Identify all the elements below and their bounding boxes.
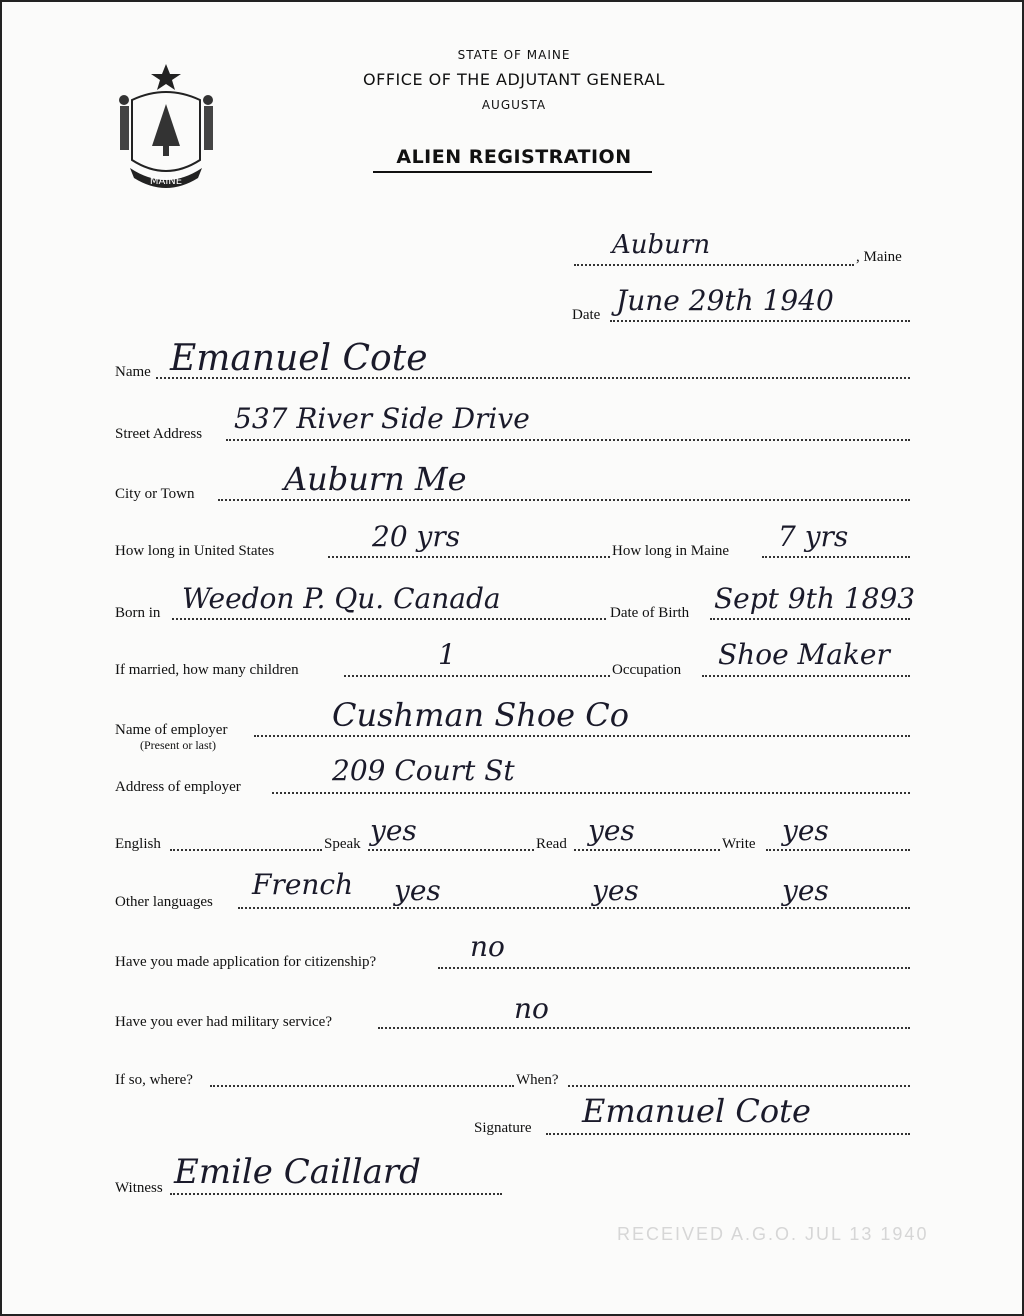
employer-line xyxy=(254,735,910,737)
citizenship-label: Have you made application for citizenship? xyxy=(115,954,377,970)
employer-addr-label: Address of employer xyxy=(115,779,241,795)
title-underline xyxy=(373,171,652,173)
write-label: Write xyxy=(722,836,756,852)
read-label: Read xyxy=(536,836,567,852)
town-value[interactable]: Auburn xyxy=(612,230,711,260)
city-value[interactable]: Auburn Me xyxy=(284,460,467,498)
employer-addr-value[interactable]: 209 Court St xyxy=(332,754,515,787)
received-stamp: RECEIVED A.G.O. JUL 13 1940 xyxy=(617,1224,929,1244)
children-value[interactable]: 1 xyxy=(438,638,456,671)
town-line xyxy=(574,264,854,266)
occupation-value[interactable]: Shoe Maker xyxy=(718,638,890,671)
occupation-label: Occupation xyxy=(612,662,682,678)
date-value[interactable]: June 29th 1940 xyxy=(616,284,834,317)
other-read-value[interactable]: yes xyxy=(592,874,639,907)
military-line xyxy=(378,1027,910,1029)
military-label: Have you ever had military service? xyxy=(115,1014,332,1030)
read-line xyxy=(574,849,720,851)
where-label: If so, where? xyxy=(115,1072,193,1088)
employer-value[interactable]: Cushman Shoe Co xyxy=(332,696,629,734)
other-speak-value[interactable]: yes xyxy=(394,874,441,907)
born-in-value[interactable]: Weedon P. Qu. Canada xyxy=(182,582,501,615)
when-label: When? xyxy=(516,1072,559,1088)
children-line xyxy=(344,675,610,677)
other-lang-label: Other languages xyxy=(115,894,213,910)
how-long-us-label: How long in United States xyxy=(115,543,275,559)
employer-note: (Present or last) xyxy=(140,738,216,752)
speak-value[interactable]: yes xyxy=(370,814,417,847)
english-label: English xyxy=(115,836,161,852)
other-write-value[interactable]: yes xyxy=(782,874,829,907)
when-line xyxy=(568,1085,910,1087)
how-long-maine-value[interactable]: 7 yrs xyxy=(778,520,849,553)
speak-line xyxy=(368,849,534,851)
born-in-line xyxy=(172,618,606,620)
date-line xyxy=(610,320,910,322)
employer-addr-line xyxy=(272,792,910,794)
how-long-maine-line xyxy=(762,556,910,558)
children-label: If married, how many children xyxy=(115,662,299,678)
witness-label: Witness xyxy=(115,1180,163,1196)
city-heading: AUGUSTA xyxy=(481,98,547,112)
write-value[interactable]: yes xyxy=(782,814,829,847)
city-line xyxy=(218,499,910,501)
street-line xyxy=(226,439,910,441)
seal-text: MAINE xyxy=(149,176,183,187)
other-lang-line xyxy=(238,907,910,909)
witness-value[interactable]: Emile Caillard xyxy=(174,1152,421,1192)
office-heading: OFFICE OF THE ADJUTANT GENERAL xyxy=(363,70,665,89)
maine-label: , Maine xyxy=(856,249,902,265)
how-long-us-line xyxy=(328,556,610,558)
witness-line xyxy=(170,1193,502,1195)
other-lang-value[interactable]: French xyxy=(252,868,354,901)
form-title: ALIEN REGISTRATION xyxy=(396,146,632,168)
street-value[interactable]: 537 River Side Drive xyxy=(234,402,530,435)
employer-label: Name of employer xyxy=(115,722,228,738)
how-long-us-value[interactable]: 20 yrs xyxy=(372,520,461,553)
signature-value[interactable]: Emanuel Cote xyxy=(582,1092,811,1130)
citizenship-line xyxy=(438,967,910,969)
name-label: Name xyxy=(115,364,151,380)
state-heading: STATE OF MAINE xyxy=(457,48,571,62)
military-value[interactable]: no xyxy=(514,992,549,1025)
read-value[interactable]: yes xyxy=(588,814,635,847)
occupation-line xyxy=(702,675,910,677)
citizenship-value[interactable]: no xyxy=(470,930,505,963)
signature-label: Signature xyxy=(474,1120,532,1136)
write-line xyxy=(766,849,910,851)
how-long-maine-label: How long in Maine xyxy=(612,543,730,559)
where-line xyxy=(210,1085,514,1087)
name-value[interactable]: Emanuel Cote xyxy=(170,338,428,379)
dob-label: Date of Birth xyxy=(610,605,690,621)
dob-value[interactable]: Sept 9th 1893 xyxy=(714,582,916,615)
signature-line xyxy=(546,1133,910,1135)
speak-label: Speak xyxy=(324,836,361,852)
date-label: Date xyxy=(572,307,601,323)
street-label: Street Address xyxy=(115,426,203,442)
born-in-label: Born in xyxy=(115,605,161,621)
city-label: City or Town xyxy=(115,486,195,502)
dob-line xyxy=(710,618,910,620)
english-line xyxy=(170,849,322,851)
